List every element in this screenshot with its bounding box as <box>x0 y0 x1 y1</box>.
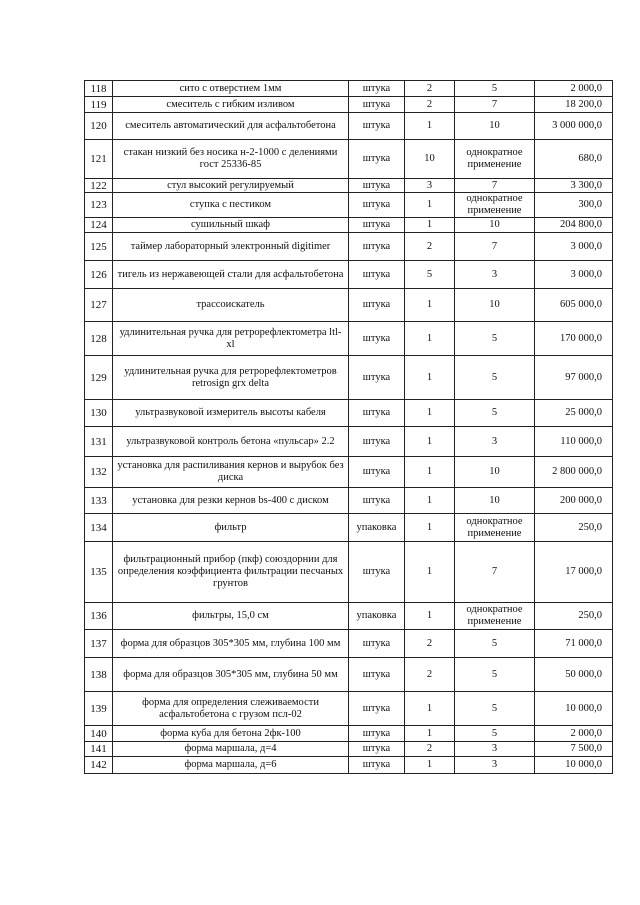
item-name-cell: форма для образцов 305*305 мм, глубина 100 мм <box>113 630 349 658</box>
price-cell: 300,0 <box>535 193 613 218</box>
service-life-cell: 10 <box>455 113 535 140</box>
equipment-table <box>84 80 613 774</box>
row-number-cell: 122 <box>85 179 113 193</box>
table-row <box>85 400 613 427</box>
table-row <box>85 603 613 630</box>
unit-cell: штука <box>349 140 405 179</box>
unit-cell: штука <box>349 179 405 193</box>
quantity-cell: 1 <box>405 356 455 400</box>
row-number-cell: 125 <box>85 233 113 261</box>
row-number-cell: 130 <box>85 400 113 427</box>
unit-cell: штука <box>349 742 405 757</box>
table-row <box>85 179 613 193</box>
unit-cell: штука <box>349 113 405 140</box>
quantity-cell: 1 <box>405 692 455 726</box>
unit-cell: штука <box>349 488 405 514</box>
quantity-cell: 2 <box>405 233 455 261</box>
quantity-cell: 1 <box>405 603 455 630</box>
unit-cell: штука <box>349 81 405 97</box>
row-number-cell: 135 <box>85 542 113 603</box>
service-life-cell: 3 <box>455 757 535 774</box>
unit-cell: штука <box>349 726 405 742</box>
quantity-cell: 1 <box>405 488 455 514</box>
service-life-cell: 10 <box>455 488 535 514</box>
quantity-cell: 1 <box>405 193 455 218</box>
price-cell: 71 000,0 <box>535 630 613 658</box>
item-name-cell: установка для резки кернов bs-400 с диском <box>113 488 349 514</box>
item-name-cell: таймер лабораторный электронный digitimer <box>113 233 349 261</box>
price-cell: 2 000,0 <box>535 726 613 742</box>
service-life-cell: 3 <box>455 742 535 757</box>
quantity-cell: 1 <box>405 427 455 457</box>
quantity-cell: 2 <box>405 81 455 97</box>
row-number-cell: 118 <box>85 81 113 97</box>
row-number-cell: 120 <box>85 113 113 140</box>
item-name-cell: сушильный шкаф <box>113 218 349 233</box>
unit-cell: штука <box>349 289 405 322</box>
table-row <box>85 742 613 757</box>
table-row <box>85 658 613 692</box>
table-row <box>85 322 613 356</box>
service-life-cell: 5 <box>455 322 535 356</box>
quantity-cell: 1 <box>405 514 455 542</box>
row-number-cell: 126 <box>85 261 113 289</box>
quantity-cell: 1 <box>405 757 455 774</box>
row-number-cell: 134 <box>85 514 113 542</box>
price-cell: 97 000,0 <box>535 356 613 400</box>
quantity-cell: 3 <box>405 179 455 193</box>
table-row <box>85 113 613 140</box>
item-name-cell: ультразвуковой измеритель высоты кабеля <box>113 400 349 427</box>
service-life-cell: 7 <box>455 97 535 113</box>
unit-cell: штука <box>349 400 405 427</box>
unit-cell: штука <box>349 457 405 488</box>
quantity-cell: 2 <box>405 630 455 658</box>
price-cell: 605 000,0 <box>535 289 613 322</box>
service-life-cell: 5 <box>455 726 535 742</box>
row-number-cell: 132 <box>85 457 113 488</box>
row-number-cell: 129 <box>85 356 113 400</box>
row-number-cell: 142 <box>85 757 113 774</box>
table-row <box>85 692 613 726</box>
service-life-cell: 10 <box>455 289 535 322</box>
service-life-cell: 3 <box>455 261 535 289</box>
item-name-cell: фильтры, 15,0 см <box>113 603 349 630</box>
table-row <box>85 726 613 742</box>
unit-cell: штука <box>349 356 405 400</box>
row-number-cell: 139 <box>85 692 113 726</box>
unit-cell: штука <box>349 658 405 692</box>
item-name-cell: сито с отверстием 1мм <box>113 81 349 97</box>
quantity-cell: 1 <box>405 726 455 742</box>
quantity-cell: 5 <box>405 261 455 289</box>
item-name-cell: стакан низкий без носика н-2-1000 с делениями гост 25336-85 <box>113 140 349 179</box>
unit-cell: штука <box>349 218 405 233</box>
service-life-cell: однократное применение <box>455 603 535 630</box>
row-number-cell: 136 <box>85 603 113 630</box>
service-life-cell: 7 <box>455 179 535 193</box>
table-row <box>85 140 613 179</box>
unit-cell: штука <box>349 757 405 774</box>
price-cell: 2 800 000,0 <box>535 457 613 488</box>
price-cell: 50 000,0 <box>535 658 613 692</box>
row-number-cell: 140 <box>85 726 113 742</box>
price-cell: 680,0 <box>535 140 613 179</box>
service-life-cell: 5 <box>455 81 535 97</box>
table-row <box>85 233 613 261</box>
price-cell: 18 200,0 <box>535 97 613 113</box>
table-row <box>85 488 613 514</box>
item-name-cell: фильтр <box>113 514 349 542</box>
price-cell: 200 000,0 <box>535 488 613 514</box>
table-row <box>85 427 613 457</box>
unit-cell: штука <box>349 542 405 603</box>
table-row <box>85 193 613 218</box>
table-row <box>85 630 613 658</box>
price-cell: 10 000,0 <box>535 757 613 774</box>
table-row <box>85 356 613 400</box>
item-name-cell: удлинительная ручка для ретрорефлектометров retrosign grx delta <box>113 356 349 400</box>
row-number-cell: 127 <box>85 289 113 322</box>
unit-cell: штука <box>349 630 405 658</box>
item-name-cell: форма для образцов 305*305 мм, глубина 50 мм <box>113 658 349 692</box>
price-cell: 250,0 <box>535 603 613 630</box>
price-cell: 3 000 000,0 <box>535 113 613 140</box>
quantity-cell: 1 <box>405 289 455 322</box>
service-life-cell: 5 <box>455 692 535 726</box>
service-life-cell: 5 <box>455 356 535 400</box>
quantity-cell: 1 <box>405 400 455 427</box>
service-life-cell: 10 <box>455 457 535 488</box>
item-name-cell: удлинительная ручка для ретрорефлектометра ltl-xl <box>113 322 349 356</box>
table-row <box>85 542 613 603</box>
row-number-cell: 133 <box>85 488 113 514</box>
price-cell: 170 000,0 <box>535 322 613 356</box>
quantity-cell: 1 <box>405 457 455 488</box>
quantity-cell: 1 <box>405 542 455 603</box>
row-number-cell: 138 <box>85 658 113 692</box>
service-life-cell: 10 <box>455 218 535 233</box>
row-number-cell: 123 <box>85 193 113 218</box>
price-cell: 3 000,0 <box>535 261 613 289</box>
service-life-cell: 7 <box>455 233 535 261</box>
item-name-cell: трассоискатель <box>113 289 349 322</box>
table-row <box>85 289 613 322</box>
price-cell: 7 500,0 <box>535 742 613 757</box>
item-name-cell: смеситель с гибким изливом <box>113 97 349 113</box>
table-row <box>85 97 613 113</box>
item-name-cell: тигель из нержавеющей стали для асфальтобетона <box>113 261 349 289</box>
row-number-cell: 137 <box>85 630 113 658</box>
table-row <box>85 81 613 97</box>
item-name-cell: стул высокий регулируемый <box>113 179 349 193</box>
item-name-cell: смеситель автоматический для асфальтобетона <box>113 113 349 140</box>
table-row <box>85 757 613 774</box>
quantity-cell: 1 <box>405 113 455 140</box>
item-name-cell: фильтрационный прибор (пкф) союздорнии для определения коэффициента фильтрации песчаных грунтов <box>113 542 349 603</box>
unit-cell: штука <box>349 193 405 218</box>
row-number-cell: 131 <box>85 427 113 457</box>
table-row <box>85 261 613 289</box>
price-cell: 2 000,0 <box>535 81 613 97</box>
service-life-cell: однократное применение <box>455 140 535 179</box>
service-life-cell: однократное применение <box>455 514 535 542</box>
row-number-cell: 119 <box>85 97 113 113</box>
unit-cell: штука <box>349 427 405 457</box>
unit-cell: штука <box>349 261 405 289</box>
item-name-cell: форма для определения слеживаемости асфальтобетона с грузом псл-02 <box>113 692 349 726</box>
table-row <box>85 514 613 542</box>
table-row <box>85 457 613 488</box>
price-cell: 204 800,0 <box>535 218 613 233</box>
unit-cell: штука <box>349 692 405 726</box>
table-row <box>85 218 613 233</box>
quantity-cell: 2 <box>405 97 455 113</box>
unit-cell: упаковка <box>349 514 405 542</box>
quantity-cell: 2 <box>405 742 455 757</box>
item-name-cell: ступка с пестиком <box>113 193 349 218</box>
equipment-table-body <box>85 81 613 774</box>
quantity-cell: 1 <box>405 322 455 356</box>
row-number-cell: 124 <box>85 218 113 233</box>
quantity-cell: 10 <box>405 140 455 179</box>
unit-cell: штука <box>349 233 405 261</box>
row-number-cell: 128 <box>85 322 113 356</box>
price-cell: 110 000,0 <box>535 427 613 457</box>
unit-cell: упаковка <box>349 603 405 630</box>
item-name-cell: установка для распиливания кернов и вырубок без диска <box>113 457 349 488</box>
service-life-cell: 7 <box>455 542 535 603</box>
price-cell: 3 000,0 <box>535 233 613 261</box>
service-life-cell: 5 <box>455 658 535 692</box>
quantity-cell: 1 <box>405 218 455 233</box>
unit-cell: штука <box>349 97 405 113</box>
price-cell: 250,0 <box>535 514 613 542</box>
item-name-cell: форма маршала, д=4 <box>113 742 349 757</box>
row-number-cell: 121 <box>85 140 113 179</box>
item-name-cell: форма маршала, д=6 <box>113 757 349 774</box>
item-name-cell: ультразвуковой контроль бетона «пульсар» 2.2 <box>113 427 349 457</box>
unit-cell: штука <box>349 322 405 356</box>
service-life-cell: 3 <box>455 427 535 457</box>
row-number-cell: 141 <box>85 742 113 757</box>
service-life-cell: 5 <box>455 630 535 658</box>
price-cell: 25 000,0 <box>535 400 613 427</box>
price-cell: 17 000,0 <box>535 542 613 603</box>
quantity-cell: 2 <box>405 658 455 692</box>
item-name-cell: форма куба для бетона 2фк-100 <box>113 726 349 742</box>
service-life-cell: 5 <box>455 400 535 427</box>
price-cell: 3 300,0 <box>535 179 613 193</box>
price-cell: 10 000,0 <box>535 692 613 726</box>
service-life-cell: однократное применение <box>455 193 535 218</box>
